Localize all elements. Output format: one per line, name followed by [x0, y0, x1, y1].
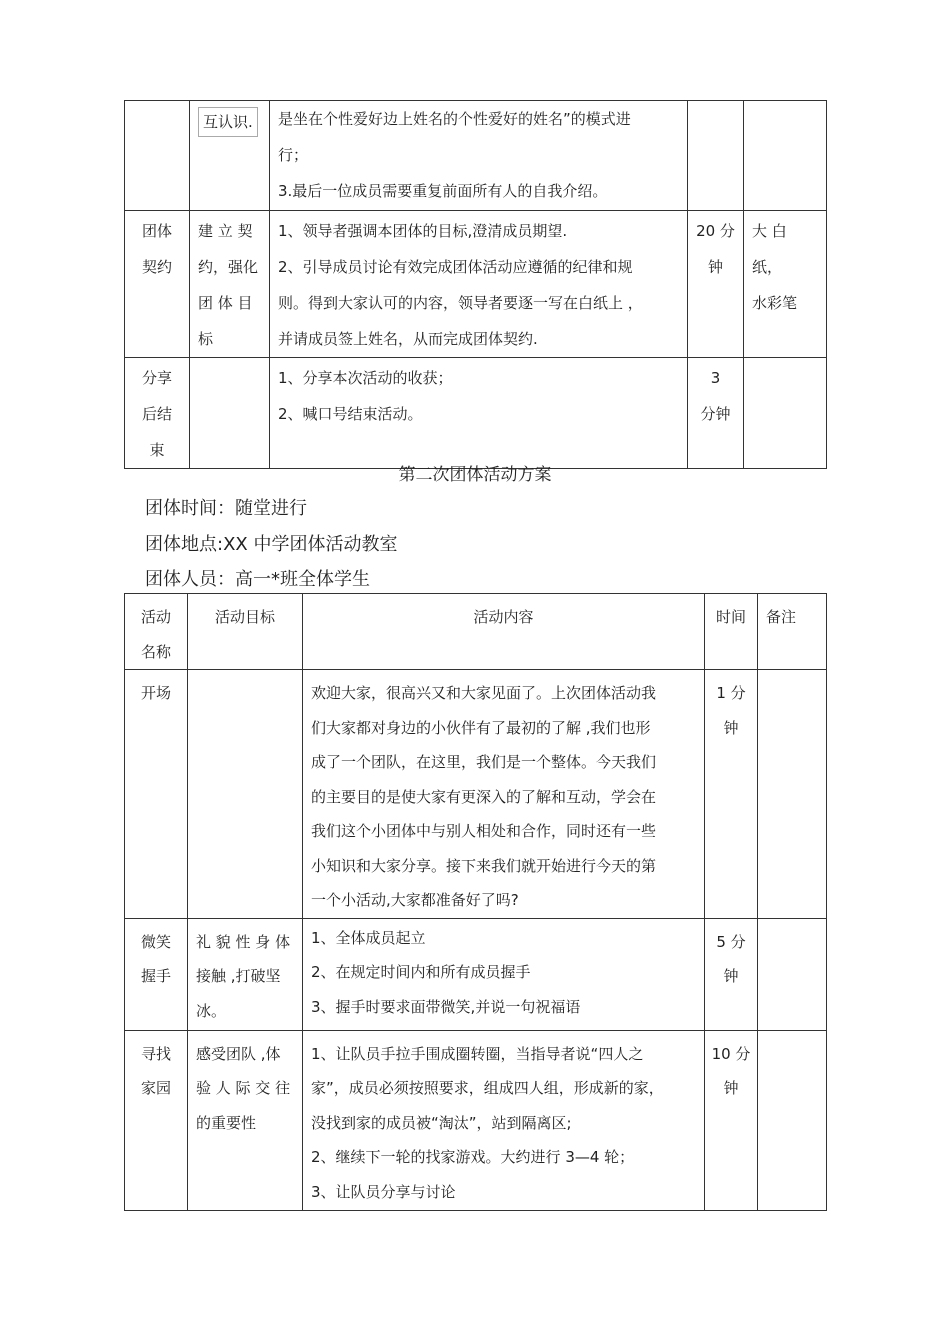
activity-goal-text: 互认识.: [198, 107, 258, 137]
activity-content-cell: [303, 918, 705, 1030]
time-line: 10 分: [711, 1044, 751, 1063]
goal-line: 团 体 目: [198, 294, 253, 312]
time-line: 钟: [723, 1079, 739, 1097]
goal-line: 标: [198, 330, 214, 348]
time-line: 1 分: [716, 684, 746, 702]
activity-goal-cell: [190, 101, 270, 211]
name-line: 开场: [140, 684, 171, 702]
goal-line: 冰。: [196, 1001, 227, 1020]
activity-note-cell: [758, 670, 827, 919]
goal-line: 验 人 际 交 往: [196, 1079, 291, 1097]
note-line: 水彩笔: [752, 294, 798, 312]
table-row: [125, 358, 827, 469]
activity-name-cell: [125, 670, 188, 919]
goal-line: 礼 貌 性 身 体: [196, 932, 291, 951]
content-line: 成了一个团队，在这里，我们是一个整体。今天我们: [311, 753, 657, 771]
header-label: 活动目标: [214, 608, 275, 626]
content-line: 2、引导成员讨论有效完成团体活动应遵循的纪律和规: [278, 258, 633, 276]
name-line: 握手: [140, 967, 171, 985]
content-line: 家”，成员必须按照要求，组成四人组，形成新的家，: [311, 1079, 664, 1097]
plan-time-line: 团体时间：随堂进行: [145, 498, 307, 519]
header-time: [705, 594, 758, 670]
time-line: 钟: [707, 258, 723, 276]
header-label: 时间: [715, 608, 746, 626]
name-line: 团体: [141, 222, 172, 240]
content-line: 1、领导者强调本团体的目标,澄清成员期望.: [278, 222, 568, 240]
activity-name-cell: [125, 211, 190, 358]
content-line: 欢迎大家，很高兴又和大家见面了。上次团体活动我: [311, 684, 657, 702]
activity-goal-cell: [190, 358, 270, 469]
activity-content-cell: [270, 358, 688, 469]
table-header-row: [125, 594, 827, 670]
activity-name-cell: [125, 358, 190, 469]
activity-time-cell: [705, 670, 758, 919]
note-line: 大 白 纸，: [752, 222, 787, 276]
content-line: 并请成员签上姓名，从而完成团体契约.: [278, 330, 538, 348]
content-line: 2、喊口号结束活动。: [278, 405, 423, 423]
content-line: 行；: [278, 146, 309, 164]
activity-name-cell: [125, 101, 190, 211]
content-line: 我们这个小团体中与别人相处和合作，同时还有一些: [311, 822, 657, 840]
plan-title: 第二次团体活动方案: [398, 465, 552, 485]
activity-time-cell: [688, 211, 744, 358]
content-line: 3.最后一位成员需要重复前面所有人的自我介绍。: [278, 182, 608, 200]
activity-content-cell: [270, 101, 688, 211]
activity-content-cell: [270, 211, 688, 358]
activity-time-cell: [705, 918, 758, 1030]
activity-goal-cell: [188, 918, 303, 1030]
name-line: 契约: [141, 258, 172, 276]
time-line: 3: [710, 369, 721, 387]
name-line: 家园: [140, 1079, 171, 1097]
content-line: 1、全体成员起立: [311, 928, 426, 947]
activity-note-cell: [758, 918, 827, 1030]
name-line: 寻找: [140, 1044, 171, 1063]
goal-line: 的重要性: [196, 1113, 257, 1132]
activity-time-cell: [688, 358, 744, 469]
name-line: 束: [149, 441, 165, 459]
activity-goal-cell: [188, 670, 303, 919]
goal-line: 约，强化: [198, 258, 259, 276]
table-row: [125, 1030, 827, 1210]
activity-note-cell: [744, 101, 827, 211]
time-line: 钟: [723, 718, 739, 737]
content-line: 2、在规定时间内和所有成员握手: [311, 963, 531, 981]
table-first-plan-continued: [124, 100, 827, 469]
header-line: 名称: [140, 642, 171, 661]
header-label: 活动内容: [473, 608, 534, 626]
activity-goal-cell: [188, 1030, 303, 1210]
content-line: 是坐在个性爱好边上姓名的个性爱好的姓名”的模式进: [278, 110, 631, 128]
content-line: 则。得到大家认可的内容，领导者要逐一写在白纸上 ，: [278, 294, 643, 312]
activity-time-cell: [688, 101, 744, 211]
plan-place-line: 团体地点:XX 中学团体活动教室: [145, 534, 398, 555]
header-activity-content: [303, 594, 705, 670]
time-line: 5 分: [716, 932, 746, 951]
activity-note-cell: [744, 358, 827, 469]
content-line: 3、让队员分享与讨论: [311, 1182, 456, 1201]
content-line: 的主要目的是使大家有更深入的了解和互动，学会在: [311, 787, 657, 806]
activity-content-cell: [303, 1030, 705, 1210]
activity-name-cell: [125, 918, 188, 1030]
header-note: [758, 594, 827, 670]
activity-name-cell: [125, 1030, 188, 1210]
header-activity-name: [125, 594, 188, 670]
content-line: 没找到家的成员被“淘汰”，站到隔离区;: [311, 1113, 572, 1132]
activity-time-cell: [705, 1030, 758, 1210]
time-line: 20 分: [696, 222, 735, 240]
goal-line: 建 立 契: [198, 222, 253, 240]
time-line: 钟: [723, 967, 739, 985]
name-line: 后结: [141, 405, 172, 423]
goal-line: 接触 ,打破坚: [196, 967, 281, 985]
activity-content-cell: [303, 670, 705, 919]
activity-note-cell: [744, 211, 827, 358]
plan-people-line: 团体人员：高一*班全体学生: [145, 569, 370, 590]
name-line: 微笑: [140, 932, 171, 951]
header-line: 活动: [140, 608, 171, 626]
activity-note-cell: [758, 1030, 827, 1210]
content-line: 一个小活动,大家都准备好了吗?: [311, 891, 519, 909]
content-line: 2、继续下一轮的找家游戏。大约进行 3—4 轮；: [311, 1148, 635, 1166]
goal-line: 感受团队 ,体: [196, 1044, 281, 1063]
header-activity-goal: [188, 594, 303, 670]
content-line: 小知识和大家分享。接下来我们就开始进行今天的第: [311, 856, 657, 875]
table-row: [125, 211, 827, 358]
table-row: [125, 670, 827, 919]
activity-goal-cell: [190, 211, 270, 358]
table-row: [125, 101, 827, 211]
header-label: 备注: [766, 608, 797, 626]
content-line: 们大家都对身边的小伙伴有了最初的了解 ,我们也形: [311, 718, 651, 737]
table-row: [125, 918, 827, 1030]
time-line: 分钟: [700, 405, 731, 423]
content-line: 1、分享本次活动的收获；: [278, 369, 453, 387]
name-line: 分享: [141, 369, 172, 387]
content-line: 1、让队员手拉手围成圈转圈，当指导者说“四人之: [311, 1044, 644, 1063]
table-second-plan: [124, 593, 827, 1211]
content-line: 3、握手时要求面带微笑,并说一句祝福语: [311, 997, 581, 1016]
